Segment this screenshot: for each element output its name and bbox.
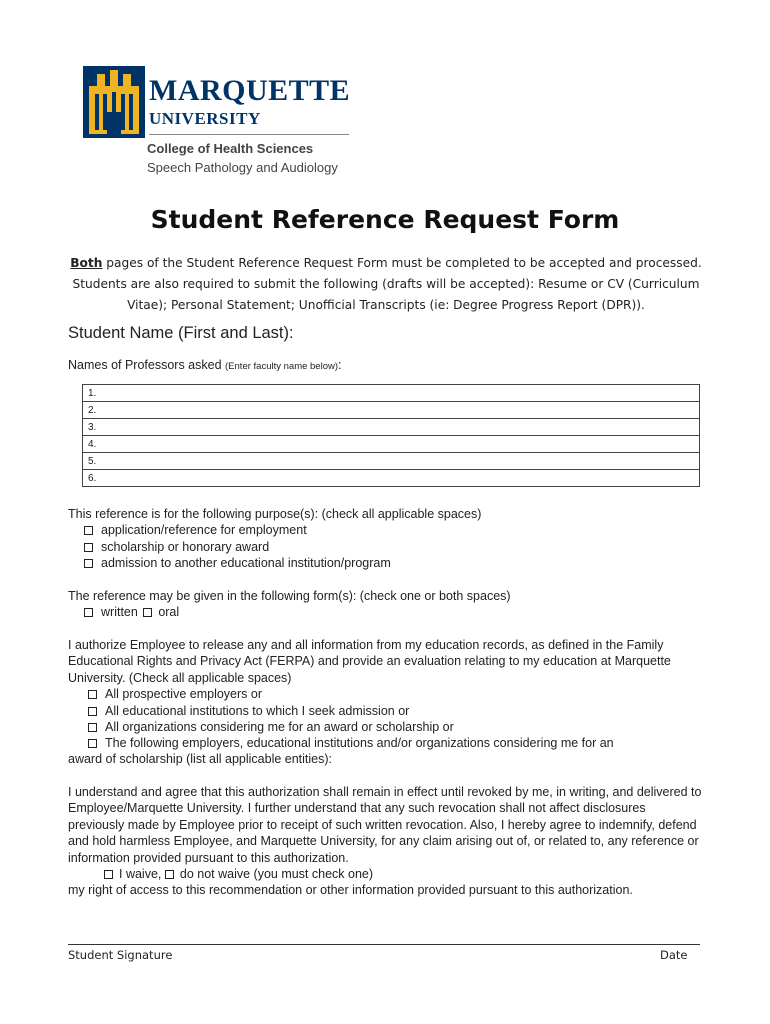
checkbox[interactable] (84, 559, 93, 568)
department-name: Speech Pathology and Audiology (147, 160, 338, 175)
written-label: written (101, 605, 138, 619)
oral-checkbox[interactable] (143, 608, 152, 617)
intro-text: pages of the Student Reference Request Form must be completed to be accepted and processed. Students are also required to submit the following (drafts will be accepted): Resume or CV (Curriculum Vitae); Personal Statement; Unofficial Transcripts (ie: Degree Progress Report (DPR)). (72, 256, 702, 312)
college-name: College of Health Sciences (147, 141, 314, 156)
tower-emblem-icon (83, 66, 145, 138)
brand-sub: UNIVERSITY (149, 109, 261, 128)
checkbox[interactable] (88, 739, 97, 748)
purpose-option-employment[interactable]: application/reference for employment (84, 522, 307, 538)
form-label: The reference may be given in the following form(s): (check one or both spaces) (68, 589, 511, 603)
ferpa-paragraph: I authorize Employee to release any and all information from my education records, as defined in the Family Educational Rights and Privacy Act (FERPA) and provide an evaluation relating to my education at Marquette University. (Check all applicable spaces) (68, 638, 671, 685)
professors-label: Names of Professors asked (Enter faculty name below): (68, 358, 342, 372)
purpose-option-admission[interactable]: admission to another educational institution/program (84, 555, 391, 571)
ferpa-option-employers[interactable]: All prospective employers or (88, 686, 262, 702)
checkbox[interactable] (84, 526, 93, 535)
agreement-paragraph: I understand and agree that this authorization shall remain in effect until revoked by me, in writing, and delivered to Employee/Marquette University. I further understand that any such revocation shall not affect disclosures previously made by Employee prior to receipt of such written revocation. Also, I hereby agree to indemnify, defend and hold harmless Employee, and Marquette University, for any claim arising out of, or related to, any reference or information provided pursuant to this authorization. (68, 785, 702, 865)
student-signature-label: Student Signature (68, 948, 173, 962)
not-waive-checkbox[interactable] (165, 870, 174, 879)
professor-row[interactable]: 4. (83, 436, 699, 453)
checkbox[interactable] (88, 707, 97, 716)
professors-table (82, 384, 700, 487)
form-options (84, 604, 179, 620)
professors-hint: (Enter faculty name below) (225, 361, 339, 372)
ferpa-option-organizations[interactable]: All organizations considering me for an award or scholarship or (88, 719, 454, 735)
signature-line[interactable] (68, 944, 700, 945)
waiver-options (104, 866, 373, 882)
ferpa-continuation: award of scholarship (list all applicable entities): (68, 752, 333, 766)
form-title: Student Reference Request Form (150, 205, 620, 234)
professor-row[interactable]: 2. (83, 402, 699, 419)
ferpa-option-institutions[interactable]: All educational institutions to which I seek admission or (88, 703, 409, 719)
purpose-option-scholarship[interactable]: scholarship or honorary award (84, 539, 269, 555)
checkbox[interactable] (88, 690, 97, 699)
written-checkbox[interactable] (84, 608, 93, 617)
waive-checkbox[interactable] (104, 870, 113, 879)
checkbox[interactable] (88, 723, 97, 732)
oral-label: oral (158, 605, 180, 619)
professor-row[interactable]: 5. (83, 453, 699, 470)
ferpa-option-following[interactable]: The following employers, educational institutions and/or organizations considering me for an (88, 735, 614, 751)
intro-paragraph (64, 253, 708, 316)
waive-label: I waive, (119, 867, 162, 881)
student-name-label: Student Name (First and Last): (68, 324, 294, 342)
professor-row[interactable]: 6. (83, 470, 699, 487)
intro-emphasis: Both (70, 256, 103, 270)
professor-row[interactable]: 3. (83, 419, 699, 436)
purpose-label: This reference is for the following purpose(s): (check all applicable spaces) (68, 507, 482, 521)
university-logo (83, 66, 353, 176)
brand-divider (149, 134, 349, 135)
right-of-access-text: my right of access to this recommendation or other information provided pursuant to this authorization. (68, 883, 633, 897)
professor-row[interactable]: 1. (83, 385, 699, 402)
brand-name: MARQUETTE (149, 74, 351, 107)
date-label: Date (660, 948, 688, 962)
not-waive-label: do not waive (you must check one) (179, 867, 374, 881)
checkbox[interactable] (84, 543, 93, 552)
